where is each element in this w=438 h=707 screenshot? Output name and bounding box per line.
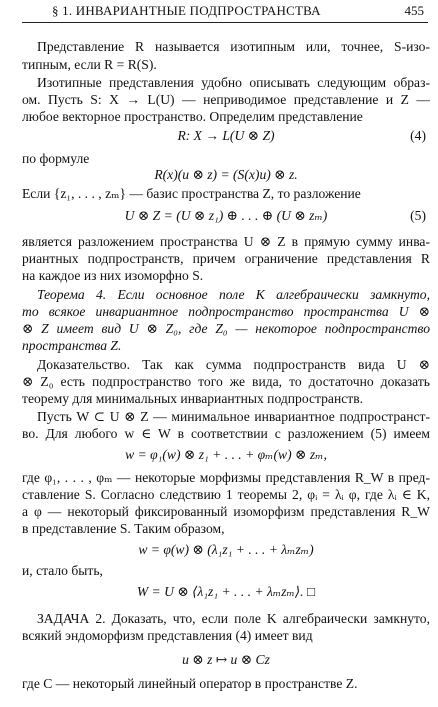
paragraph-line: Изотипные представления удобно описывать следующим образ- [37,75,430,90]
paragraph-line: на каждое из них изоморфно S. [22,268,204,283]
paragraph-line: является разложением пространства U ⊗ Z в прямую сумму инва- [22,234,430,249]
theorem-line: то всякое инвариантное подпространство пространства U ⊗ [22,304,430,319]
equation-W-span: W = U ⊗ ⟨λ₁z₁ + . . . + λₘzₘ⟩. □ [136,584,316,599]
theorem-line: ⊗ Z имеет вид U ⊗ Z₀, где Z₀ — некоторое подпространство [22,321,430,336]
section-title: § 1. ИНВАРИАНТНЫЕ ПОДПРОСТРАНСТВА [52,3,321,18]
running-header [22,2,428,22]
proof-line: теорему для минимальных инвариантных подпространств. [22,391,364,406]
proof-line: ⊗ Z₀ есть подпространство того же вида, то достаточно доказать [22,374,430,389]
exercise-line: где C — некоторый линейный оператор в пространстве Z. [22,676,358,691]
paragraph-line: ом. Пусть S: X → L(U) — неприводимое представление и Z — [22,92,430,107]
proof-line: во. Для любого w ∈ W в соответствии с разложением (5) имеем [22,426,430,441]
proof-line: ставление S. Согласно следствию 1 теоремы 2, φᵢ = λᵢ φ, где λᵢ ∈ K, [22,487,430,502]
paragraph-line: риантных подпространств, причем ограничение представления R [22,251,430,266]
proof-line: Пусть W ⊂ U ⊗ Z — минимальное инвариантное подпространст- [37,409,430,424]
paragraph-line: по формуле [22,151,90,166]
paragraph-line: любое векторное пространство. Определим представление [22,109,363,124]
proof-line: и, стало быть, [22,563,103,578]
equation-4-number: (4) [410,128,426,143]
proof-line: где φ₁, . . . , φₘ — некоторые морфизмы представления R_W в пред- [22,470,430,485]
equation-5-number: (5) [410,208,426,223]
theorem-line: пространства Z. [22,338,122,353]
paragraph-line: Если {z₁, . . . , zₘ} — базис пространства Z, то разложение [22,186,361,201]
header-rule [22,22,428,23]
equation-formula: R(x)(u ⊗ z) = (S(x)u) ⊗ z. [154,167,298,182]
paragraph-line: Представление R называется изотипным или, точнее, S-изо- [37,39,430,54]
equation-w-expansion: w = φ₁(w) ⊗ z₁ + . . . + φₘ(w) ⊗ zₘ, [125,447,327,462]
equation-endomorphism: u ⊗ z ↦ u ⊗ Cz [182,652,270,667]
exercise-line: всякий эндоморфизм представления (4) имеет вид [22,628,313,643]
paragraph-line: типным, если R = R(S). [22,57,157,72]
proof-line: в представление S. Таким образом, [22,521,225,536]
theorem-line: Теорема 4. Если основное поле K алгебраически замкнуто, [37,287,430,302]
equation-5: U ⊗ Z = (U ⊗ z₁) ⊕ . . . ⊕ (U ⊗ zₘ) [124,208,328,223]
equation-4: R: X → L(U ⊗ Z) [177,128,275,143]
exercise-line: ЗАДАЧА 2. Доказать, что, если поле K алгебраически замкнуто, [37,611,430,626]
proof-line: а φ — некоторый фиксированный изоморфизм представления R_W [22,504,430,519]
equation-w-factored: w = φ(w) ⊗ (λ₁z₁ + . . . + λₘzₘ) [138,542,314,557]
proof-line: Доказательство. Так как сумма подпространств вида U ⊗ [37,357,430,372]
page-number: 455 [404,3,424,18]
